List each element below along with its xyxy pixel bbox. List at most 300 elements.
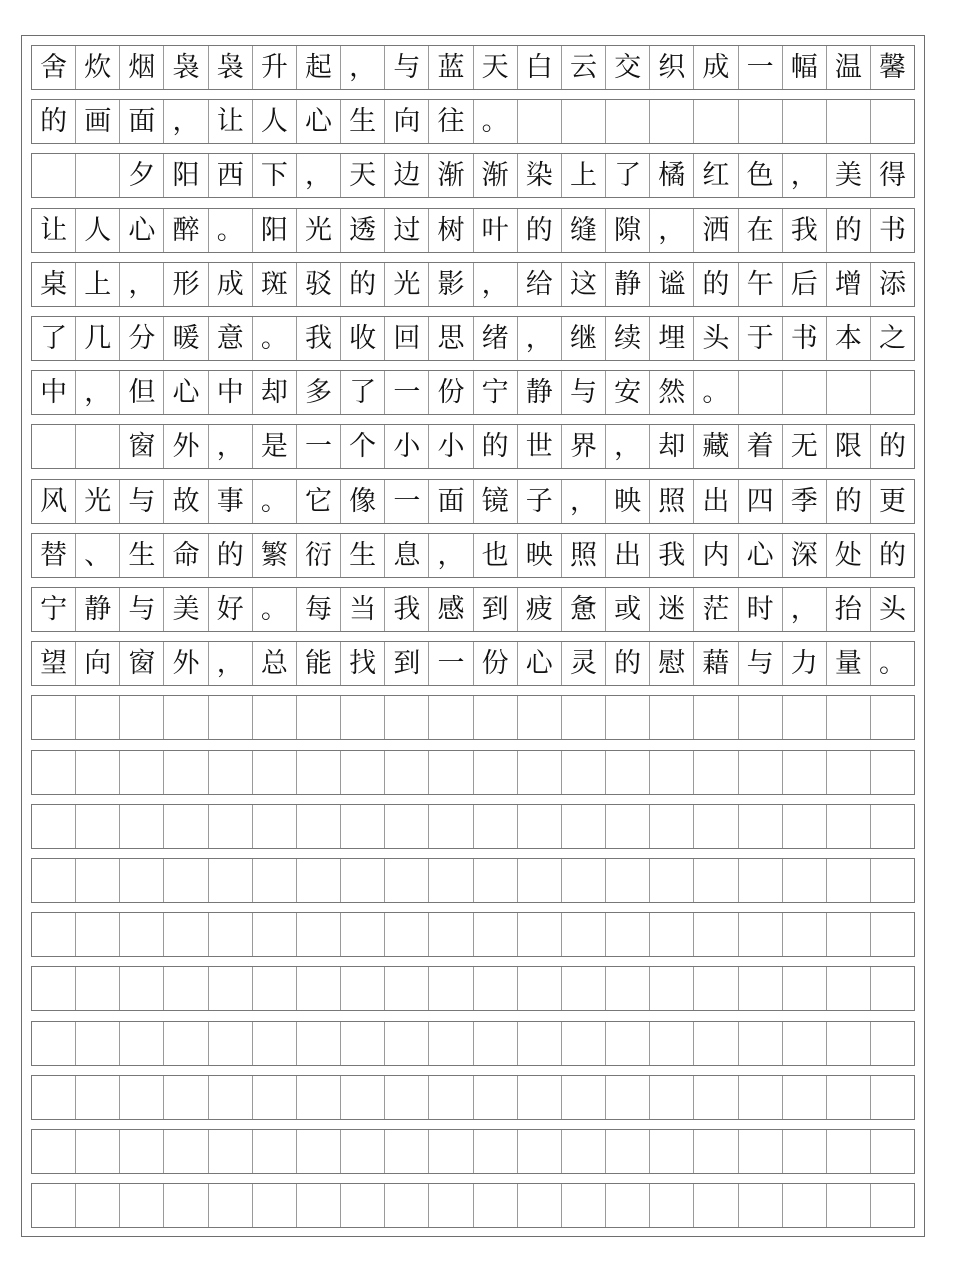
grid-cell: 下 [253, 154, 297, 197]
grid-cell: 斑 [253, 263, 297, 306]
grid-cell [164, 1022, 208, 1065]
grid-cell [606, 913, 650, 956]
grid-cell [694, 1184, 738, 1227]
grid-cell: 温 [827, 46, 871, 89]
grid-cell: 云 [562, 46, 606, 89]
grid-cell [562, 696, 606, 739]
grid-cell: 午 [739, 263, 783, 306]
grid-cell [606, 100, 650, 143]
grid-cell: 的 [32, 100, 76, 143]
grid-cell [827, 1184, 871, 1227]
grid-cell: 风 [32, 480, 76, 523]
grid-cell: 外 [164, 425, 208, 468]
grid-cell [827, 967, 871, 1010]
grid-cell [209, 967, 253, 1010]
grid-cell [474, 967, 518, 1010]
grid-cell [120, 1076, 164, 1119]
grid-cell: 渐 [429, 154, 473, 197]
grid-cell [164, 751, 208, 794]
grid-cell [429, 859, 473, 902]
grid-cell: 的 [606, 642, 650, 685]
grid-cell [429, 913, 473, 956]
grid-cell: 、 [76, 534, 120, 577]
grid-cell [76, 154, 120, 197]
grid-cell [474, 859, 518, 902]
grid-cell: 一 [739, 46, 783, 89]
grid-cell: 宁 [32, 588, 76, 631]
grid-cell [429, 1184, 473, 1227]
grid-cell [341, 696, 385, 739]
grid-cell: 光 [297, 209, 341, 252]
grid-cell: 桌 [32, 263, 76, 306]
grid-cell: 窗 [120, 642, 164, 685]
grid-cell: 命 [164, 534, 208, 577]
grid-cell: 叶 [474, 209, 518, 252]
grid-cell: 继 [562, 317, 606, 360]
grid-cell: 小 [385, 425, 429, 468]
grid-cell [739, 751, 783, 794]
grid-cell [606, 1076, 650, 1119]
grid-cell [120, 805, 164, 848]
grid-cell [429, 696, 473, 739]
grid-cell [120, 1130, 164, 1173]
grid-cell [783, 751, 827, 794]
grid-cell [694, 967, 738, 1010]
grid-row [31, 695, 915, 740]
grid-row [31, 1021, 915, 1066]
grid-cell: 窗 [120, 425, 164, 468]
grid-cell [385, 1130, 429, 1173]
grid-cell: 。 [253, 317, 297, 360]
grid-cell [32, 1130, 76, 1173]
grid-cell: 静 [518, 371, 562, 414]
grid-cell [606, 1130, 650, 1173]
grid-cell [739, 805, 783, 848]
grid-cell [164, 967, 208, 1010]
grid-cell: 人 [253, 100, 297, 143]
grid-cell: 一 [429, 642, 473, 685]
grid-cell: 我 [385, 588, 429, 631]
grid-cell [120, 696, 164, 739]
grid-cell: 暖 [164, 317, 208, 360]
grid-cell: ， [650, 209, 694, 252]
grid-cell [429, 751, 473, 794]
grid-cell [164, 859, 208, 902]
grid-cell: 上 [562, 154, 606, 197]
grid-cell [253, 696, 297, 739]
grid-cell [341, 805, 385, 848]
grid-cell [518, 859, 562, 902]
grid-cell: 力 [783, 642, 827, 685]
grid-cell: 的 [518, 209, 562, 252]
grid-cell [871, 100, 914, 143]
grid-cell [827, 751, 871, 794]
grid-cell: 藉 [694, 642, 738, 685]
grid-cell [253, 1076, 297, 1119]
grid-cell: 给 [518, 263, 562, 306]
grid-cell: 与 [562, 371, 606, 414]
grid-cell: 了 [606, 154, 650, 197]
grid-cell [650, 696, 694, 739]
grid-cell [518, 805, 562, 848]
grid-cell: 也 [474, 534, 518, 577]
grid-row [31, 1129, 915, 1174]
grid-cell [650, 1184, 694, 1227]
grid-cell [739, 371, 783, 414]
grid-cell: 能 [297, 642, 341, 685]
grid-cell [606, 967, 650, 1010]
grid-cell: 限 [827, 425, 871, 468]
grid-cell: 增 [827, 263, 871, 306]
grid-cell: 。 [209, 209, 253, 252]
grid-cell [694, 1130, 738, 1173]
grid-cell [297, 859, 341, 902]
grid-cell: 深 [783, 534, 827, 577]
grid-cell [871, 1184, 914, 1227]
grid-cell [827, 859, 871, 902]
grid-row [31, 262, 915, 307]
grid-cell: 照 [650, 480, 694, 523]
grid-cell [518, 1076, 562, 1119]
grid-cell: 中 [209, 371, 253, 414]
grid-cell: 与 [120, 588, 164, 631]
grid-cell: 照 [562, 534, 606, 577]
grid-cell: 心 [120, 209, 164, 252]
grid-cell [209, 859, 253, 902]
grid-cell: 时 [739, 588, 783, 631]
grid-cell [474, 1130, 518, 1173]
grid-row [31, 1183, 915, 1228]
grid-cell: 。 [474, 100, 518, 143]
grid-cell [385, 967, 429, 1010]
grid-cell [120, 1022, 164, 1065]
grid-cell: 外 [164, 642, 208, 685]
grid-cell [209, 913, 253, 956]
grid-cell [429, 1076, 473, 1119]
grid-cell: 到 [385, 642, 429, 685]
grid-cell: 内 [694, 534, 738, 577]
grid-cell: 舍 [32, 46, 76, 89]
grid-cell [253, 1184, 297, 1227]
grid-cell: 天 [341, 154, 385, 197]
grid-cell [385, 1184, 429, 1227]
grid-cell: 光 [76, 480, 120, 523]
grid-cell [253, 805, 297, 848]
grid-cell: ， [606, 425, 650, 468]
grid-cell: 夕 [120, 154, 164, 197]
grid-cell [120, 1184, 164, 1227]
grid-cell [871, 859, 914, 902]
grid-cell: 像 [341, 480, 385, 523]
grid-cell [209, 1130, 253, 1173]
grid-cell [341, 1076, 385, 1119]
grid-cell: 得 [879, 160, 907, 192]
grid-cell: 过 [385, 209, 429, 252]
grid-row [31, 424, 915, 469]
grid-cell: 。 [879, 648, 907, 680]
grid-cell [518, 913, 562, 956]
grid-cell: 的 [474, 425, 518, 468]
grid-cell [164, 1130, 208, 1173]
grid-cell [739, 913, 783, 956]
grid-cell: 息 [385, 534, 429, 577]
grid-cell: 镜 [474, 480, 518, 523]
grid-cell [871, 805, 914, 848]
grid-cell: 了 [32, 317, 76, 360]
grid-cell: 中 [32, 371, 76, 414]
grid-cell: 小 [429, 425, 473, 468]
grid-cell: 繁 [253, 534, 297, 577]
grid-cell: 成 [209, 263, 253, 306]
grid-cell: 感 [429, 588, 473, 631]
grid-cell [164, 913, 208, 956]
grid-cell: 却 [650, 425, 694, 468]
grid-cell [518, 1184, 562, 1227]
grid-cell: 出 [694, 480, 738, 523]
grid-cell [120, 751, 164, 794]
grid-cell [871, 1130, 914, 1173]
grid-cell: ， [783, 154, 827, 197]
grid-cell [827, 371, 871, 414]
grid-cell [562, 1076, 606, 1119]
grid-cell [209, 1076, 253, 1119]
grid-cell [429, 805, 473, 848]
grid-cell: 望 [32, 642, 76, 685]
grid-cell: 灵 [562, 642, 606, 685]
grid-cell [606, 805, 650, 848]
grid-cell [518, 967, 562, 1010]
grid-cell: 心 [518, 642, 562, 685]
grid-cell: 光 [385, 263, 429, 306]
grid-cell: 宁 [474, 371, 518, 414]
grid-cell: 分 [120, 317, 164, 360]
grid-cell: 让 [209, 100, 253, 143]
grid-row [31, 45, 915, 90]
grid-cell [297, 1076, 341, 1119]
grid-cell: 心 [739, 534, 783, 577]
grid-cell [827, 100, 871, 143]
grid-cell [562, 859, 606, 902]
grid-cell [650, 1076, 694, 1119]
grid-cell [120, 859, 164, 902]
grid-cell [32, 696, 76, 739]
grid-cell: ， [209, 425, 253, 468]
grid-cell: 美 [164, 588, 208, 631]
grid-cell: 更 [879, 485, 907, 517]
grid-cell: 出 [606, 534, 650, 577]
grid-cell [209, 751, 253, 794]
grid-cell: ， [783, 588, 827, 631]
grid-cell [606, 859, 650, 902]
grid-cell: 藏 [694, 425, 738, 468]
grid-cell [518, 1130, 562, 1173]
grid-cell [827, 1130, 871, 1173]
grid-cell [297, 1184, 341, 1227]
grid-cell: 。 [253, 480, 297, 523]
grid-row [31, 750, 915, 795]
grid-row [31, 316, 915, 361]
grid-cell [827, 696, 871, 739]
grid-cell [739, 100, 783, 143]
grid-cell: 树 [429, 209, 473, 252]
grid-cell: ， [429, 534, 473, 577]
grid-cell [429, 1022, 473, 1065]
grid-cell [297, 696, 341, 739]
grid-cell [32, 805, 76, 848]
grid-cell: 的 [694, 263, 738, 306]
grid-row [31, 208, 915, 253]
grid-cell: 的 [827, 480, 871, 523]
grid-cell: 的 [341, 263, 385, 306]
grid-cell: 形 [164, 263, 208, 306]
grid-cell [385, 751, 429, 794]
grid-cell: 世 [518, 425, 562, 468]
grid-cell: 当 [341, 588, 385, 631]
grid-row [31, 533, 915, 578]
grid-cell [341, 751, 385, 794]
grid-cell: 了 [341, 371, 385, 414]
grid-cell: 书 [879, 214, 907, 246]
grid-row [31, 858, 915, 903]
grid-cell [783, 696, 827, 739]
grid-cell [474, 1022, 518, 1065]
grid-cell: 这 [562, 263, 606, 306]
grid-cell [385, 696, 429, 739]
grid-cell [783, 1130, 827, 1173]
grid-cell: 幅 [783, 46, 827, 89]
grid-cell: 无 [783, 425, 827, 468]
grid-cell: 头 [879, 594, 907, 625]
grid-cell: 心 [297, 100, 341, 143]
grid-cell [871, 371, 914, 414]
grid-cell: 慰 [650, 642, 694, 685]
grid-cell: 我 [783, 209, 827, 252]
grid-cell: 它 [297, 480, 341, 523]
grid-cell: 的 [879, 539, 907, 571]
grid-row [31, 804, 915, 849]
grid-cell: 惫 [562, 588, 606, 631]
grid-cell: 驳 [297, 263, 341, 306]
grid-cell [253, 1130, 297, 1173]
grid-row [31, 99, 915, 144]
grid-cell [385, 805, 429, 848]
grid-cell [871, 967, 914, 1010]
grid-cell [871, 913, 914, 956]
grid-cell [76, 1022, 120, 1065]
grid-cell [341, 1130, 385, 1173]
grid-cell: 洒 [694, 209, 738, 252]
grid-cell: 阳 [164, 154, 208, 197]
grid-cell: 抬 [827, 588, 871, 631]
grid-cell [562, 1184, 606, 1227]
grid-cell: 人 [76, 209, 120, 252]
grid-row [31, 1075, 915, 1120]
grid-cell: ， [76, 371, 120, 414]
grid-cell: 炊 [76, 46, 120, 89]
grid-cell [32, 154, 76, 197]
grid-cell: ， [562, 480, 606, 523]
grid-cell [253, 967, 297, 1010]
grid-cell [783, 1022, 827, 1065]
grid-cell: 天 [474, 46, 518, 89]
grid-cell [650, 100, 694, 143]
grid-cell: 面 [429, 480, 473, 523]
grid-cell: 个 [341, 425, 385, 468]
grid-cell [739, 1130, 783, 1173]
grid-cell [739, 696, 783, 739]
grid-cell: ， [120, 263, 164, 306]
grid-cell: ， [341, 46, 385, 89]
grid-cell: 替 [32, 534, 76, 577]
grid-cell: 袅 [209, 46, 253, 89]
grid-cell: 馨 [879, 52, 907, 83]
grid-cell [164, 1076, 208, 1119]
grid-cell [606, 696, 650, 739]
grid-cell [783, 805, 827, 848]
grid-cell [694, 1022, 738, 1065]
grid-cell [32, 967, 76, 1010]
grid-cell [474, 751, 518, 794]
grid-cell [694, 696, 738, 739]
grid-cell: 与 [120, 480, 164, 523]
grid-cell: 面 [120, 100, 164, 143]
grid-cell: ， [518, 317, 562, 360]
grid-cell [783, 371, 827, 414]
grid-cell [253, 913, 297, 956]
grid-cell: 于 [739, 317, 783, 360]
grid-cell: 阳 [253, 209, 297, 252]
grid-cell: 生 [341, 100, 385, 143]
grid-cell: 静 [606, 263, 650, 306]
grid-cell [650, 1130, 694, 1173]
grid-cell: 往 [429, 100, 473, 143]
grid-cell: 美 [827, 154, 871, 197]
grid-cell [341, 1022, 385, 1065]
grid-row [31, 641, 915, 686]
grid-cell: 但 [120, 371, 164, 414]
grid-cell: 书 [783, 317, 827, 360]
grid-cell: 界 [562, 425, 606, 468]
grid-cell: 边 [385, 154, 429, 197]
grid-cell [650, 859, 694, 902]
grid-cell: 好 [209, 588, 253, 631]
grid-cell [474, 696, 518, 739]
grid-cell: 绪 [474, 317, 518, 360]
grid-cell: 染 [518, 154, 562, 197]
grid-cell [120, 967, 164, 1010]
grid-cell [253, 1022, 297, 1065]
grid-cell [32, 859, 76, 902]
grid-cell [827, 1022, 871, 1065]
grid-cell: 的 [879, 431, 907, 463]
grid-cell: 渐 [474, 154, 518, 197]
grid-cell: 向 [385, 100, 429, 143]
grid-cell [297, 1130, 341, 1173]
grid-cell: 我 [650, 534, 694, 577]
grid-cell [253, 859, 297, 902]
grid-cell [76, 913, 120, 956]
grid-cell: 量 [827, 642, 871, 685]
grid-cell [209, 1184, 253, 1227]
grid-cell [341, 913, 385, 956]
grid-cell: 到 [474, 588, 518, 631]
grid-cell [32, 1022, 76, 1065]
grid-cell [739, 1184, 783, 1227]
grid-cell [518, 100, 562, 143]
grid-cell [650, 751, 694, 794]
grid-cell [871, 1076, 914, 1119]
grid-cell [783, 100, 827, 143]
